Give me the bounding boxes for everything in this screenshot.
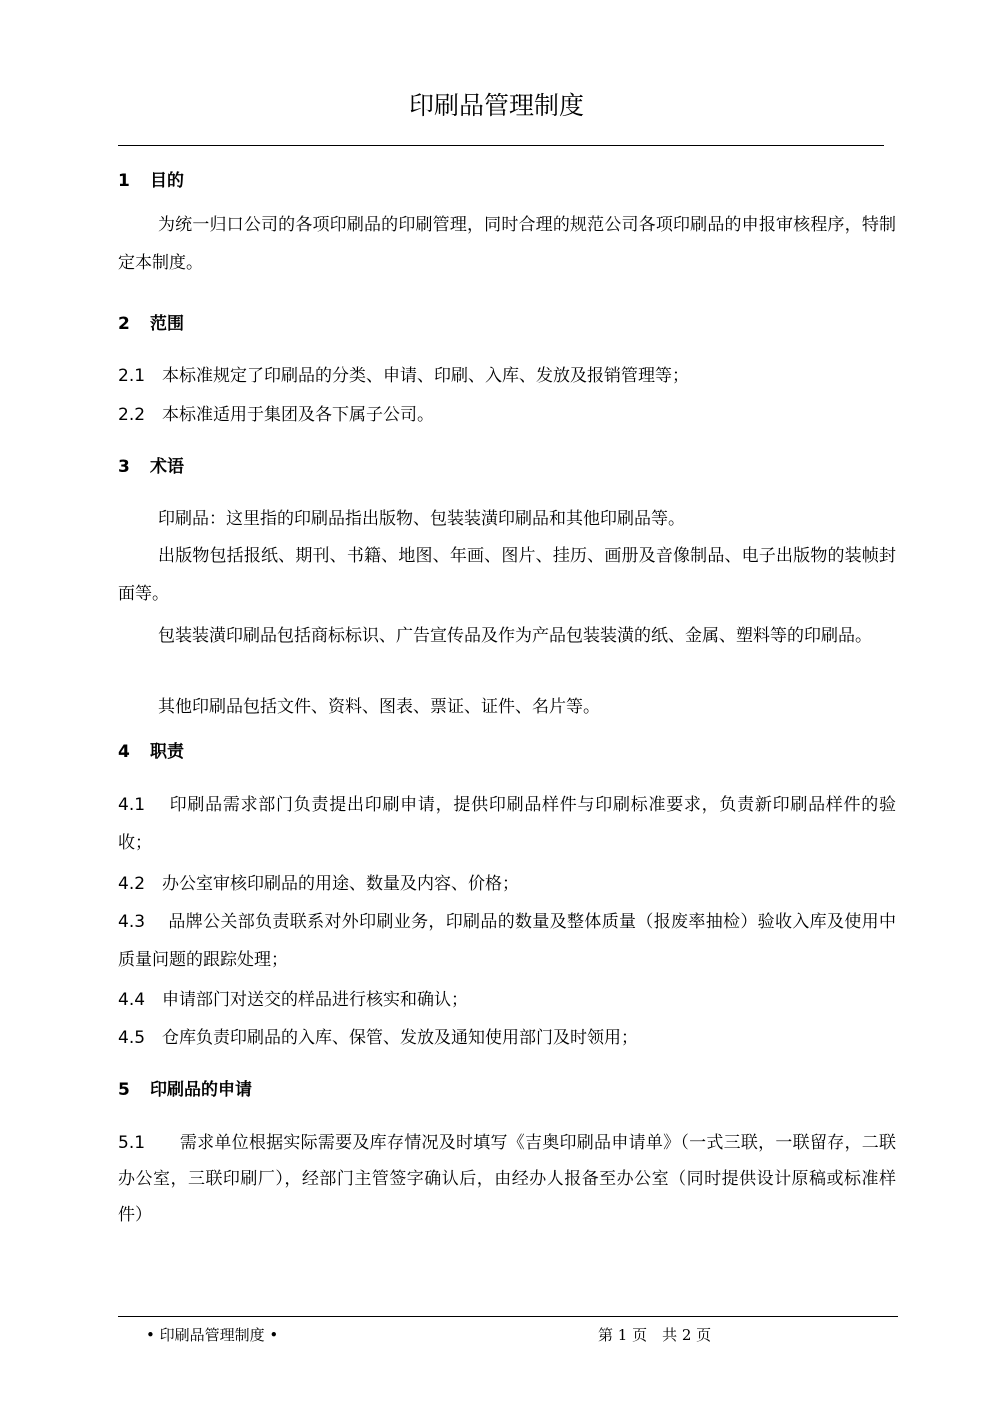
section-number: 5	[118, 1080, 130, 1100]
list-item: 4.2 办公室审核印刷品的用途、数量及内容、价格；	[118, 874, 520, 894]
list-item: 4.3 品牌公关部负责联系对外印刷业务，印刷品的数量及整体质量（报废率抽检）验收入库及使用中质量问题的跟踪处理；	[118, 912, 896, 970]
page-title: 印刷品管理制度	[408, 91, 584, 120]
list-item: 4.4 申请部门对送交的样品进行核实和确认；	[118, 990, 469, 1010]
section-title: 术语	[150, 457, 184, 477]
list-item: 2.2 本标准适用于集团及各下属子公司。	[118, 405, 435, 425]
section-1-paragraph: 为统一归口公司的各项印刷品的印刷管理，同时合理的规范公司各项印刷品的申报审核程序，特制定本制度。	[118, 215, 896, 273]
section-title: 印刷品的申请	[150, 1080, 252, 1100]
list-item: 4.1 印刷品需求部门负责提出印刷申请，提供印刷品样件与印刷标准要求，负责新印刷品样件的验收；	[118, 795, 896, 853]
section-5-paragraph: 5.1 需求单位根据实际需要及库存情况及时填写《吉奥印刷品申请单》（一式三联，一联留存，二联办公室，三联印刷厂），经部门主管签字确认后，由经办人报备至办公室（同时提供设计原稿或标准样件）	[118, 1133, 896, 1225]
section-number: 3	[118, 457, 130, 477]
section-3-paragraph: 其他印刷品包括文件、资料、图表、票证、证件、名片等。	[158, 697, 600, 717]
footer-rule	[118, 1316, 898, 1317]
section-number: 1	[118, 171, 130, 191]
section-number: 4	[118, 742, 130, 762]
section-3-paragraph: 出版物包括报纸、期刊、书籍、地图、年画、图片、挂历、画册及音像制品、电子出版物的装帧封面等。	[118, 546, 896, 604]
list-item: 4.5 仓库负责印刷品的入库、保管、发放及通知使用部门及时领用；	[118, 1028, 639, 1048]
section-3-paragraph: 包装装潢印刷品包括商标标识、广告宣传品及作为产品包装装潢的纸、金属、塑料等的印刷品。	[158, 626, 872, 646]
section-heading-3	[118, 454, 184, 480]
section-heading-4	[118, 739, 184, 765]
list-item: 2.1 本标准规定了印刷品的分类、申请、印刷、入库、发放及报销管理等；	[118, 366, 690, 386]
header-rule	[118, 145, 884, 146]
section-3-paragraph: 印刷品：这里指的印刷品指出版物、包装装潢印刷品和其他印刷品等。	[158, 509, 685, 529]
footer-page-number: 第 1 页 共 2 页	[598, 1326, 712, 1344]
section-title: 范围	[150, 314, 184, 334]
section-heading-1	[118, 168, 184, 194]
section-title: 目的	[150, 171, 184, 191]
footer-document-name: • 印刷品管理制度 •	[146, 1326, 279, 1344]
section-number: 2	[118, 314, 130, 334]
section-heading-2	[118, 311, 184, 337]
section-title: 职责	[150, 742, 184, 762]
section-heading-5	[118, 1077, 252, 1103]
